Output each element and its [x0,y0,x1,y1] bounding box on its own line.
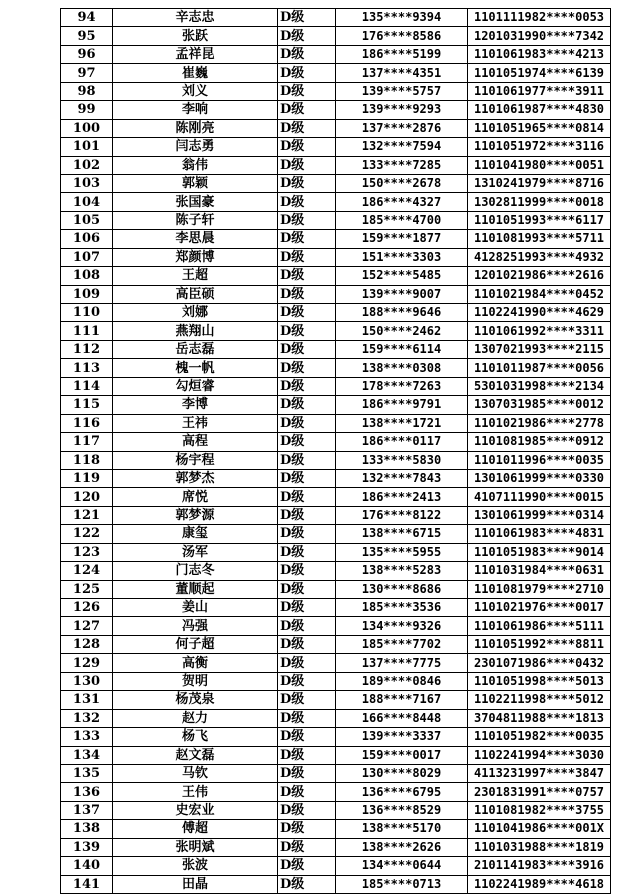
phone-number-cell: 159****1877 [336,230,468,248]
table-row [61,174,611,192]
row-number-cell: 126 [61,599,113,617]
person-name-cell: 刘娜 [113,304,278,322]
level-grade-cell: D级 [278,377,336,395]
phone-number-cell: 133****7285 [336,156,468,174]
row-number-cell: 123 [61,543,113,561]
roster-body [61,9,611,894]
level-grade-cell: D级 [278,359,336,377]
row-number-cell: 119 [61,469,113,487]
phone-number-cell: 188****9646 [336,304,468,322]
level-grade-cell: D级 [278,783,336,801]
phone-number-cell: 138****0308 [336,359,468,377]
person-name-cell: 张波 [113,857,278,875]
id-number-cell: 1101081985****0912 [468,433,611,451]
table-row [61,672,611,690]
level-grade-cell: D级 [278,267,336,285]
person-name-cell: 马钦 [113,764,278,782]
table-row [61,193,611,211]
table-row [61,156,611,174]
table-row [61,340,611,358]
row-number-cell: 122 [61,525,113,543]
id-number-cell: 1101051992****8811 [468,635,611,653]
table-row [61,433,611,451]
phone-number-cell: 185****7702 [336,635,468,653]
row-number-cell: 141 [61,875,113,893]
table-row [61,728,611,746]
phone-number-cell: 150****2462 [336,322,468,340]
row-number-cell: 106 [61,230,113,248]
table-row [61,248,611,266]
table-row [61,322,611,340]
row-number-cell: 100 [61,119,113,137]
table-row [61,451,611,469]
person-name-cell: 田晶 [113,875,278,893]
row-number-cell: 140 [61,857,113,875]
level-grade-cell: D级 [278,340,336,358]
table-row [61,875,611,893]
id-number-cell: 1102211998****5012 [468,691,611,709]
table-row [61,101,611,119]
phone-number-cell: 130****8686 [336,580,468,598]
level-grade-cell: D级 [278,875,336,893]
person-name-cell: 赵文磊 [113,746,278,764]
id-number-cell: 1302811999****0018 [468,193,611,211]
table-row [61,746,611,764]
id-number-cell: 1102241989****4618 [468,875,611,893]
phone-number-cell: 139****9293 [336,101,468,119]
level-grade-cell: D级 [278,635,336,653]
table-row [61,45,611,63]
table-row [61,580,611,598]
row-number-cell: 133 [61,728,113,746]
person-name-cell: 郭梦杰 [113,469,278,487]
table-row [61,857,611,875]
id-number-cell: 1201021986****2616 [468,267,611,285]
phone-number-cell: 186****9791 [336,396,468,414]
level-grade-cell: D级 [278,285,336,303]
id-number-cell: 1101081982****3755 [468,801,611,819]
row-number-cell: 121 [61,506,113,524]
person-name-cell: 孟祥昆 [113,45,278,63]
phone-number-cell: 130****8029 [336,764,468,782]
row-number-cell: 138 [61,820,113,838]
row-number-cell: 130 [61,672,113,690]
table-row [61,820,611,838]
id-number-cell: 1101031984****0631 [468,562,611,580]
phone-number-cell: 185****0713 [336,875,468,893]
level-grade-cell: D级 [278,469,336,487]
level-grade-cell: D级 [278,138,336,156]
person-name-cell: 董顺起 [113,580,278,598]
id-number-cell: 3704811988****1813 [468,709,611,727]
row-number-cell: 105 [61,211,113,229]
phone-number-cell: 135****9394 [336,9,468,27]
row-number-cell: 132 [61,709,113,727]
row-number-cell: 95 [61,27,113,45]
id-number-cell: 2301831991****0757 [468,783,611,801]
person-name-cell: 高臣硕 [113,285,278,303]
table-row [61,359,611,377]
level-grade-cell: D级 [278,156,336,174]
level-grade-cell: D级 [278,525,336,543]
row-number-cell: 129 [61,654,113,672]
id-number-cell: 1101111982****0053 [468,9,611,27]
row-number-cell: 137 [61,801,113,819]
person-name-cell: 高衡 [113,654,278,672]
phone-number-cell: 152****5485 [336,267,468,285]
phone-number-cell: 186****0117 [336,433,468,451]
id-number-cell: 1301061999****0314 [468,506,611,524]
phone-number-cell: 138****5170 [336,820,468,838]
table-row [61,599,611,617]
row-number-cell: 116 [61,414,113,432]
level-grade-cell: D级 [278,230,336,248]
id-number-cell: 1101061987****4830 [468,101,611,119]
id-number-cell: 1101081979****2710 [468,580,611,598]
level-grade-cell: D级 [278,709,336,727]
phone-number-cell: 151****3303 [336,248,468,266]
id-number-cell: 2301071986****0432 [468,654,611,672]
level-grade-cell: D级 [278,248,336,266]
row-number-cell: 114 [61,377,113,395]
person-name-cell: 杨茂泉 [113,691,278,709]
id-number-cell: 1301061999****0330 [468,469,611,487]
id-number-cell: 1101051972****3116 [468,138,611,156]
row-number-cell: 127 [61,617,113,635]
person-name-cell: 史宏业 [113,801,278,819]
person-name-cell: 陈刚亮 [113,119,278,137]
person-name-cell: 李思晨 [113,230,278,248]
id-number-cell: 1101061983****4213 [468,45,611,63]
phone-number-cell: 134****9326 [336,617,468,635]
row-number-cell: 98 [61,82,113,100]
table-row [61,709,611,727]
person-name-cell: 席悦 [113,488,278,506]
person-name-cell: 张国豪 [113,193,278,211]
row-number-cell: 99 [61,101,113,119]
table-row [61,543,611,561]
id-number-cell: 1101061977****3911 [468,82,611,100]
id-number-cell: 2101141983****3916 [468,857,611,875]
row-number-cell: 117 [61,433,113,451]
person-name-cell: 杨飞 [113,728,278,746]
person-name-cell: 姜山 [113,599,278,617]
level-grade-cell: D级 [278,27,336,45]
id-number-cell: 4128251993****4932 [468,248,611,266]
roster-table [60,8,611,894]
level-grade-cell: D级 [278,746,336,764]
person-name-cell: 王伟 [113,783,278,801]
row-number-cell: 96 [61,45,113,63]
level-grade-cell: D级 [278,174,336,192]
person-name-cell: 勾烜睿 [113,377,278,395]
row-number-cell: 128 [61,635,113,653]
level-grade-cell: D级 [278,433,336,451]
phone-number-cell: 132****7843 [336,469,468,487]
id-number-cell: 1307021993****2115 [468,340,611,358]
level-grade-cell: D级 [278,562,336,580]
phone-number-cell: 136****6795 [336,783,468,801]
person-name-cell: 陈子轩 [113,211,278,229]
level-grade-cell: D级 [278,617,336,635]
level-grade-cell: D级 [278,193,336,211]
level-grade-cell: D级 [278,857,336,875]
table-row [61,396,611,414]
person-name-cell: 赵力 [113,709,278,727]
row-number-cell: 110 [61,304,113,322]
table-row [61,506,611,524]
phone-number-cell: 139****3337 [336,728,468,746]
table-row [61,267,611,285]
level-grade-cell: D级 [278,488,336,506]
table-row [61,64,611,82]
row-number-cell: 109 [61,285,113,303]
phone-number-cell: 159****6114 [336,340,468,358]
person-name-cell: 燕翔山 [113,322,278,340]
person-name-cell: 岳志磊 [113,340,278,358]
id-number-cell: 1102241994****3030 [468,746,611,764]
row-number-cell: 113 [61,359,113,377]
id-number-cell: 5301031998****2134 [468,377,611,395]
id-number-cell: 1101051998****5013 [468,672,611,690]
row-number-cell: 94 [61,9,113,27]
person-name-cell: 冯强 [113,617,278,635]
level-grade-cell: D级 [278,322,336,340]
phone-number-cell: 137****4351 [336,64,468,82]
id-number-cell: 1101051983****9014 [468,543,611,561]
id-number-cell: 1101031988****1819 [468,838,611,856]
id-number-cell: 1102241990****4629 [468,304,611,322]
id-number-cell: 1101041980****0051 [468,156,611,174]
table-row [61,617,611,635]
id-number-cell: 1101051993****6117 [468,211,611,229]
person-name-cell: 李博 [113,396,278,414]
id-number-cell: 1101051965****0814 [468,119,611,137]
table-row [61,562,611,580]
level-grade-cell: D级 [278,64,336,82]
person-name-cell: 何子超 [113,635,278,653]
phone-number-cell: 150****2678 [336,174,468,192]
level-grade-cell: D级 [278,101,336,119]
phone-number-cell: 136****8529 [336,801,468,819]
id-number-cell: 1101021986****2778 [468,414,611,432]
table-row [61,801,611,819]
table-row [61,654,611,672]
person-name-cell: 杨宇程 [113,451,278,469]
level-grade-cell: D级 [278,764,336,782]
person-name-cell: 槐一帆 [113,359,278,377]
row-number-cell: 139 [61,838,113,856]
row-number-cell: 120 [61,488,113,506]
phone-number-cell: 166****8448 [336,709,468,727]
level-grade-cell: D级 [278,211,336,229]
row-number-cell: 118 [61,451,113,469]
phone-number-cell: 135****5955 [336,543,468,561]
phone-number-cell: 138****6715 [336,525,468,543]
table-row [61,635,611,653]
id-number-cell: 1101081993****5711 [468,230,611,248]
phone-number-cell: 186****2413 [336,488,468,506]
id-number-cell: 4107111990****0015 [468,488,611,506]
id-number-cell: 1101061983****4831 [468,525,611,543]
row-number-cell: 102 [61,156,113,174]
person-name-cell: 郑颜博 [113,248,278,266]
row-number-cell: 108 [61,267,113,285]
row-number-cell: 103 [61,174,113,192]
row-number-cell: 134 [61,746,113,764]
table-row [61,285,611,303]
person-name-cell: 王祎 [113,414,278,432]
id-number-cell: 1201031990****7342 [468,27,611,45]
level-grade-cell: D级 [278,82,336,100]
phone-number-cell: 133****5830 [336,451,468,469]
person-name-cell: 高程 [113,433,278,451]
person-name-cell: 康玺 [113,525,278,543]
row-number-cell: 112 [61,340,113,358]
phone-number-cell: 185****3536 [336,599,468,617]
row-number-cell: 136 [61,783,113,801]
row-number-cell: 101 [61,138,113,156]
phone-number-cell: 185****4700 [336,211,468,229]
person-name-cell: 傅超 [113,820,278,838]
level-grade-cell: D级 [278,414,336,432]
row-number-cell: 97 [61,64,113,82]
phone-number-cell: 176****8122 [336,506,468,524]
row-number-cell: 124 [61,562,113,580]
row-number-cell: 125 [61,580,113,598]
level-grade-cell: D级 [278,654,336,672]
table-row [61,469,611,487]
level-grade-cell: D级 [278,672,336,690]
person-name-cell: 贺明 [113,672,278,690]
table-row [61,119,611,137]
table-row [61,414,611,432]
id-number-cell: 1101061992****3311 [468,322,611,340]
table-row [61,304,611,322]
row-number-cell: 135 [61,764,113,782]
id-number-cell: 1307031985****0012 [468,396,611,414]
phone-number-cell: 186****4327 [336,193,468,211]
phone-number-cell: 134****0644 [336,857,468,875]
id-number-cell: 1101051974****6139 [468,64,611,82]
table-row [61,27,611,45]
level-grade-cell: D级 [278,599,336,617]
table-row [61,488,611,506]
phone-number-cell: 188****7167 [336,691,468,709]
phone-number-cell: 138****1721 [336,414,468,432]
level-grade-cell: D级 [278,691,336,709]
level-grade-cell: D级 [278,396,336,414]
id-number-cell: 1101011987****0056 [468,359,611,377]
phone-number-cell: 159****0017 [336,746,468,764]
table-row [61,691,611,709]
level-grade-cell: D级 [278,801,336,819]
id-number-cell: 1310241979****8716 [468,174,611,192]
table-row [61,783,611,801]
table-row [61,377,611,395]
person-name-cell: 郭梦源 [113,506,278,524]
person-name-cell: 王超 [113,267,278,285]
id-number-cell: 1101061986****5111 [468,617,611,635]
person-name-cell: 汤军 [113,543,278,561]
phone-number-cell: 139****9007 [336,285,468,303]
person-name-cell: 门志冬 [113,562,278,580]
level-grade-cell: D级 [278,119,336,137]
phone-number-cell: 137****2876 [336,119,468,137]
level-grade-cell: D级 [278,9,336,27]
level-grade-cell: D级 [278,820,336,838]
phone-number-cell: 138****5283 [336,562,468,580]
id-number-cell: 1101041986****001X [468,820,611,838]
table-row [61,138,611,156]
level-grade-cell: D级 [278,451,336,469]
table-row [61,764,611,782]
id-number-cell: 1101051982****0035 [468,728,611,746]
table-row [61,82,611,100]
phone-number-cell: 178****7263 [336,377,468,395]
phone-number-cell: 139****5757 [336,82,468,100]
level-grade-cell: D级 [278,728,336,746]
phone-number-cell: 176****8586 [336,27,468,45]
phone-number-cell: 132****7594 [336,138,468,156]
phone-number-cell: 189****0846 [336,672,468,690]
table-row [61,838,611,856]
phone-number-cell: 138****2626 [336,838,468,856]
row-number-cell: 111 [61,322,113,340]
person-name-cell: 崔巍 [113,64,278,82]
phone-number-cell: 186****5199 [336,45,468,63]
id-number-cell: 1101021976****0017 [468,599,611,617]
person-name-cell: 闫志勇 [113,138,278,156]
row-number-cell: 115 [61,396,113,414]
person-name-cell: 辛志忠 [113,9,278,27]
id-number-cell: 1101021984****0452 [468,285,611,303]
table-row [61,230,611,248]
table-row [61,9,611,27]
person-name-cell: 翁伟 [113,156,278,174]
row-number-cell: 104 [61,193,113,211]
level-grade-cell: D级 [278,45,336,63]
row-number-cell: 131 [61,691,113,709]
level-grade-cell: D级 [278,580,336,598]
person-name-cell: 刘义 [113,82,278,100]
id-number-cell: 1101011996****0035 [468,451,611,469]
person-name-cell: 张跃 [113,27,278,45]
table-row [61,211,611,229]
level-grade-cell: D级 [278,838,336,856]
person-name-cell: 李响 [113,101,278,119]
level-grade-cell: D级 [278,304,336,322]
row-number-cell: 107 [61,248,113,266]
level-grade-cell: D级 [278,543,336,561]
person-name-cell: 张明斌 [113,838,278,856]
table-row [61,525,611,543]
phone-number-cell: 137****7775 [336,654,468,672]
person-name-cell: 郭颖 [113,174,278,192]
level-grade-cell: D级 [278,506,336,524]
id-number-cell: 4113231997****3847 [468,764,611,782]
